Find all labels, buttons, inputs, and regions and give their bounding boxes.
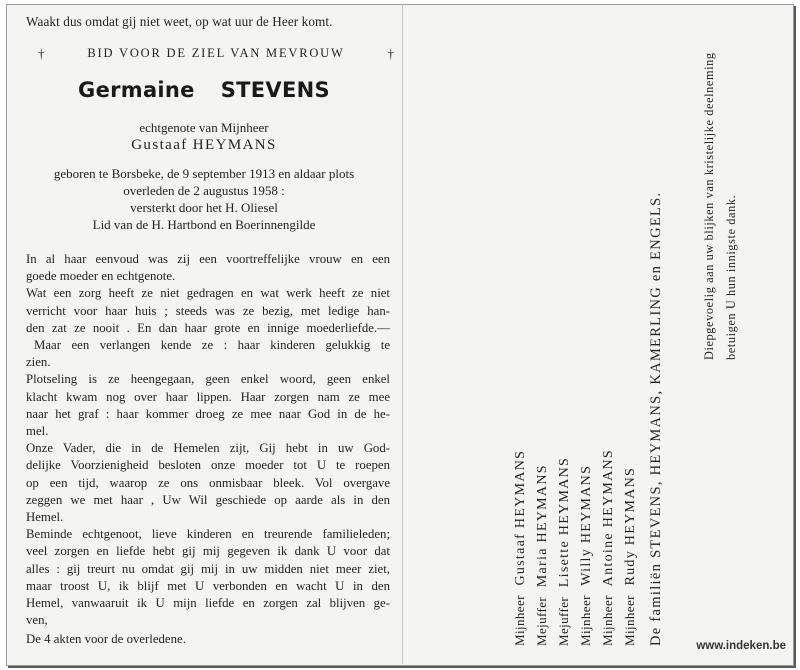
child-title: Mijnheer [600, 595, 615, 646]
text-line: Beminde echtgenoot, lieve kinderen en treurende familieleden; [26, 527, 390, 542]
spouse-name: Gustaaf HEYMANS [131, 137, 277, 153]
child-entry [578, 465, 595, 646]
child-entry [556, 457, 573, 646]
families-line: De familiën STEVENS, HEYMANS, KAMERLING en ENGELS. [648, 191, 664, 646]
deceased-first-name: Germaine [78, 78, 195, 102]
left-panel [12, 6, 396, 658]
child-title: Mijnheer [512, 595, 527, 646]
child-entry [534, 464, 551, 646]
text-line: Plotseling is ze heengegaan, geen enkel woord, geen enkel [26, 372, 390, 387]
deceased-name [12, 78, 396, 102]
thanks-line: Diepgevoelig aan uw blijken van kristelijke deelneming [702, 52, 716, 360]
child-title: Mejuffer [556, 596, 571, 646]
membership-line: Lid van de H. Hartbond en Boerinnengilde [92, 217, 316, 232]
right-panel [404, 4, 792, 664]
child-title: Mijnheer [578, 595, 593, 646]
text-line: naar het graf : haar kommer droeg ze mee naar God in de he- [26, 406, 390, 421]
child-name: Lisette HEYMANS [557, 456, 572, 588]
text-line: mel. [26, 424, 49, 439]
birth-line: geboren te Borsbeke, de 9 september 1913 en aldaar plots [53, 166, 355, 181]
spouse-intro: echtgenote van Mijnheer [139, 120, 269, 135]
child-name: Antoine HEYMANS [601, 448, 616, 587]
death-line: overleden de 2 augustus 1958 : [123, 183, 285, 198]
text-line: Wat een zorg heeft ze niet gedragen en wat werk heeft ze niet [26, 286, 390, 301]
child-entry [622, 467, 639, 646]
text-line: Maar een verlangen kende ze : haar kinderen gelukkig te [34, 338, 390, 353]
child-entry [512, 450, 529, 646]
card-fold-line [402, 4, 403, 664]
child-name: Rudy HEYMANS [623, 466, 638, 586]
child-name: Gustaaf HEYMANS [513, 449, 528, 586]
text-line: maar troost U, ik blijf met U verbonden en wacht U in den [26, 578, 390, 593]
watermark: www.indeken.be [696, 640, 786, 652]
text-line: delijke Voorzienigheid besloten onze moeder tot U te roepen [26, 458, 390, 473]
text-line: op een tijd, waarop ze ons onmisbaar bleek. Vol overgave [26, 475, 390, 490]
text-line: De 4 akten voor de overledene. [26, 632, 186, 647]
prayer-text: BID VOOR DE ZIEL VAN MEVROUW [87, 46, 345, 60]
text-line: In al haar eenvoud was zij een voortreffelijke vrouw en een [26, 252, 390, 266]
child-name: Willy HEYMANS [579, 464, 594, 586]
text-line: den zat ze nooit . En dan haar grote en innige moederliefde.— [26, 320, 390, 335]
thanks-line: betuigen U hun innigste dank. [724, 194, 738, 360]
text-line: verricht voor haar huis ; steeds was ze bezig, met ledige han- [26, 303, 390, 318]
deceased-last-name: STEVENS [220, 78, 330, 102]
cross-icon: † [38, 46, 45, 61]
text-line: goede moeder en echtgenote. [26, 269, 176, 284]
child-name: Maria HEYMANS [535, 464, 550, 588]
child-entry [600, 449, 617, 646]
scripture-quote: Waakt dus omdat gij niet weet, op wat uur de Heer komt. [26, 14, 333, 29]
text-line: veel zorgen en liefde hebt gij mij gegeven ik dank U voor dat [26, 544, 390, 559]
cross-icon: † [387, 46, 394, 61]
text-line: Onze Vader, die in de Hemelen zijt, Gij hebt in uw God- [26, 441, 390, 456]
text-line: zeggen we met haar , Uw Wil geschiede op aarde als in den [26, 492, 390, 507]
child-title: Mejuffer [534, 596, 549, 646]
text-line: Hemel. [26, 510, 64, 525]
text-line: alles : gij treurt nu omdat gij mij in uw midden niet meer ziet, [26, 561, 390, 576]
child-title: Mijnheer [622, 595, 637, 646]
text-line: klacht kwam nog over haar lippen. Haar zorgen nam ze mee [26, 389, 390, 404]
memorial-text [26, 251, 390, 649]
text-line: ven, [26, 613, 48, 628]
prayer-heading [38, 46, 394, 61]
sacrament-line: versterkt door het H. Oliesel [130, 200, 278, 215]
text-line: Hemel, vanwaaruit ik U mijn liefde en zorgen zal blijven ge- [26, 596, 390, 611]
text-line: zien. [26, 355, 51, 370]
